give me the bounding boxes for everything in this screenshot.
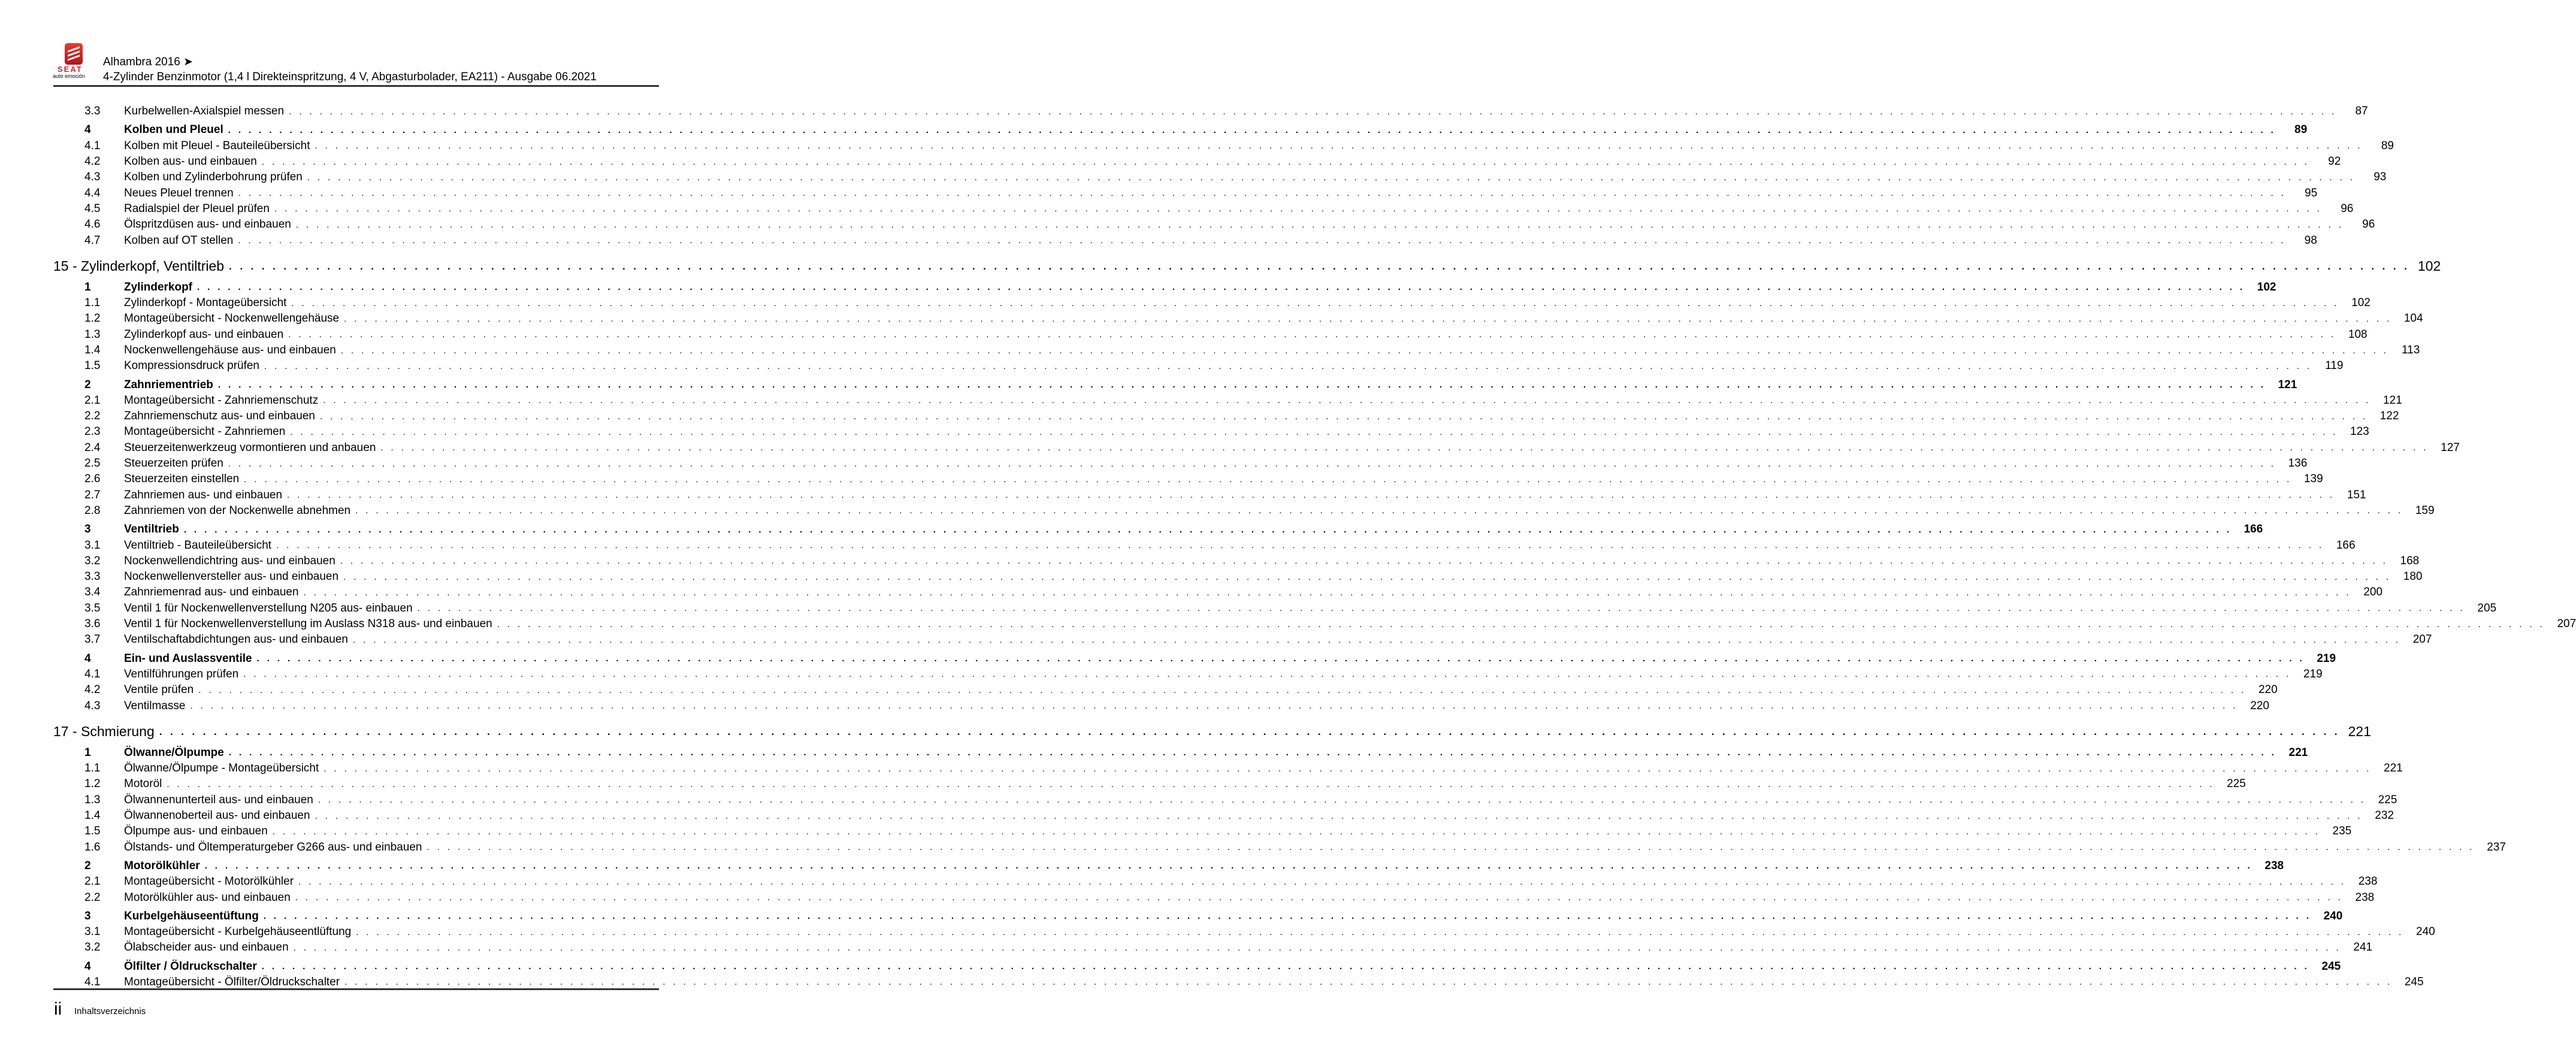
toc-number: 4.1 [84, 139, 101, 152]
toc-page: 225 [2227, 777, 2246, 791]
toc-title: Ein- und Auslassventile [124, 652, 252, 665]
toc-title: Steuerzeiten prüfen [124, 457, 223, 470]
toc-group[interactable] [53, 959, 2341, 975]
dot-leader: . . . . . . . . . . . . . . . . . . . . . . . . . . . . . . . . . . . . . . . . . . . . . . . . . . . . . . . . . . . . . . . . . . . . . . . . . . . . . . . . . . . . . . . . . . . . . . . . . . . . . . . . . . . . . . . . . . . . . . . . . . . . . . . . . . . . . . . . . . . . . . . . . . . . . . . . . . . . . . . . . . . . . . . . . . . . . . . . . . . . . . . . . . . . . . . . . . . . . . . . [318, 795, 2366, 806]
toc-title: Neues Pleuel trennen [124, 186, 234, 199]
toc-group[interactable] [53, 522, 2263, 537]
toc-page: 220 [2258, 683, 2278, 697]
toc-page: 93 [2374, 171, 2387, 184]
toc-title: Kurbelwellen-Axialspiel messen [124, 105, 285, 118]
toc-group[interactable] [53, 280, 2276, 295]
toc-title: Ölabscheider aus- und einbauen [124, 941, 289, 954]
toc-page: 240 [2323, 909, 2343, 922]
toc-page: 235 [2332, 825, 2352, 838]
logo-brand: SEAT [58, 65, 83, 74]
toc-item[interactable] [53, 104, 2368, 119]
dot-leader: . . . . . . . . . . . . . . . . . . . . . . . . . . . . . . . . . . . . . . . . . . . . . . . . . . . . . . . . . . . . . . . . . . . . . . . . . . . . . . . . . . . . . . . . . . . . . . . . . . . . . . . . . . . . . . . . . . . . . . . . . . . . . . . . . . . . . . . . . . . . . . . . . . . . . . . . . . . . . . . . . . . . . . . . . . . . . . . . . . . . . . . . . . . . . . . . . . . . . . . . [274, 204, 2323, 214]
toc-item[interactable] [53, 698, 2269, 713]
seat-badge-icon [65, 43, 83, 65]
dot-leader: . . . . . . . . . . . . . . . . . . . . . . . . . . . . . . . . . . . . . . . . . . . . . . . . . . . . . . . . . . . . . . . . . . . . . . . . . . . . . . . . . . . . . . . . . . . . . . . . . . . . . . . . . . . . . . . . . . . . . . . . . . . . . . . . . . . . . . . . . . . . . . . . . . . . . . . . . . . . . . . . . . . . . . . . . . . . . . . . . . . . . . . . . . . . . . . . . . . . . . . . [307, 172, 2356, 183]
dot-leader: . . . . . . . . . . . . . . . . . . . . . . . . . . . . . . . . . . . . . . . . . . . . . . . . . . . . . . . . . . . . . . . . . . . . . . . . . . . . . . . . . . . . . . . . . . . . . . . . . . . . . . . . . . . . . . . . . . . . . . . . . . . . . . . . . . . . . . . . . . . . . . . . . . . . . . . . . . . . . . . . . . . . . . . . . . . . . . . . . . . . . . . . . . . . . . . . . . . . . . . . [276, 540, 2324, 551]
toc-number: 3.5 [84, 601, 101, 615]
toc-number: 1.2 [84, 312, 101, 325]
dot-leader: . . . . . . . . . . . . . . . . . . . . . . . . . . . . . . . . . . . . . . . . . . . . . . . . . . . . . . . . . . . . . . . . . . . . . . . . . . . . . . . . . . . . . . . . . . . . . . . . . . . . . . . . . . . . . . . . . . . . . . . . . . . . . . . . . . . . . . . . . . . . . . . . . . . . . . . . . . . . . . . . . . . . . . . . . . . . . . . . . . . . . . . . . . . . . . . . . . . . . . . . [380, 443, 2429, 453]
toc-title: Montageübersicht - Ölfilter/Öldruckschalter [124, 975, 340, 988]
toc-number: 2.4 [84, 441, 101, 454]
toc-item[interactable] [53, 217, 2375, 232]
toc-number: 4 [84, 652, 91, 665]
dot-leader: . . . . . . . . . . . . . . . . . . . . . . . . . . . . . . . . . . . . . . . . . . . . . . . . . . . . . . . . . . . . . . . . . . . . . . . . . . . . . . . . . . . . . . . . . . . . . . . . . . . . . . . . . . . . . . . . . . . . . . . . . . . . . . . . . . . . . . . . . . . . . . . . . . . . . . . . . . . . . . . . . . . . . . . . . . . . . . . . . . . . . . . . . . . . . . . . . . . . . . . . [355, 506, 2403, 516]
toc-item[interactable] [53, 824, 2352, 839]
toc-title: Ölstands- und Öltemperaturgeber G266 aus- und einbauen [124, 840, 422, 854]
toc-item[interactable] [53, 924, 2435, 940]
toc-page: 102 [2351, 296, 2371, 310]
toc-title: 17 - Schmierung [53, 724, 155, 740]
toc-number: 1.3 [84, 793, 101, 806]
dot-leader: . . . . . . . . . . . . . . . . . . . . . . . . . . . . . . . . . . . . . . . . . . . . . . . . . . . . . . . . . . . . . . . . . . . . . . . . . . . . . . . . . . . . . . . . . . . . . . . . . . . . . . . . . . . . . . . . . . . . . . . . . . . . . . . . . . . . . . . . . . . . . . . . . . . . . . . . . . . . . . . . . . . . . . . . . . . . . . . . . . . . . . . . . . . . . . . . . . . . . . . . [228, 748, 2277, 758]
toc-page: 122 [2380, 410, 2399, 423]
toc-number: 4.1 [84, 667, 101, 680]
toc-title: Montageübersicht - Nockenwellengehäuse [124, 312, 340, 325]
toc-title: Zylinderkopf aus- und einbauen [124, 328, 284, 341]
toc-item[interactable] [53, 503, 2435, 519]
toc-number: 2.5 [84, 457, 101, 470]
toc-title: Kompressionsdruck prüfen [124, 359, 259, 373]
toc-group[interactable] [53, 858, 2284, 874]
toc-item[interactable] [53, 776, 2246, 792]
dot-leader: . . . . . . . . . . . . . . . . . . . . . . . . . . . . . . . . . . . . . . . . . . . . . . . . . . . . . . . . . . . . . . . . . . . . . . . . . . . . . . . . . . . . . . . . . . . . . . . . . . . . . . . . . . . . . . . . . . . . . . . . . . . . . . . . . . . . . . . . . . . . . . . . . . . . . . . . . . . . . . . . . . . . . . . . . . . . . . . . . . . . . . . . . . . . . . . . . . . . . . . . [256, 653, 2305, 664]
toc-number: 4.7 [84, 234, 101, 247]
toc-number: 2.8 [84, 504, 101, 517]
toc-page: 238 [2358, 875, 2378, 888]
toc-title: Zahnriemenrad aus- und einbauen [124, 586, 299, 599]
toc-title: Nockenwellendichtring aus- und einbauen [124, 554, 335, 567]
footer-section: Inhaltsverzeichnis [74, 1006, 146, 1016]
toc-item[interactable] [53, 424, 2369, 440]
toc-item[interactable] [53, 201, 2354, 217]
toc-title: Ventilführungen prüfen [124, 667, 239, 680]
toc-number: 1 [84, 746, 91, 759]
toc-number: 3.2 [84, 941, 101, 954]
dot-leader: . . . . . . . . . . . . . . . . . . . . . . . . . . . . . . . . . . . . . . . . . . . . . . . . . . . . . . . . . . . . . . . . . . . . . . . . . . . . . . . . . . . . . . . . . . . . . . . . . . . . . . . . . . . . . . . . . . . . . . . . . . . . . . . . . . . . . . . . . . . . . . . . . . . . . . . . . . . . . . . . . . . . . . . . . . . . . . . . . . . . . . . . . . . . . . . . . . . . . . . . [356, 927, 2404, 937]
toc-title: Zahnriementrieb [124, 378, 213, 391]
toc-page: 166 [2244, 523, 2263, 536]
toc-page: 221 [2384, 762, 2403, 775]
toc-number: 2.2 [84, 410, 101, 423]
toc-title: Ventile prüfen [124, 683, 194, 697]
toc-title: Montageübersicht - Motorölkühler [124, 875, 294, 888]
toc-number: 1.3 [84, 328, 101, 341]
toc-item[interactable] [53, 632, 2432, 647]
seat-logo [53, 43, 96, 79]
toc-title: Zahnriemen aus- und einbauen [124, 488, 283, 501]
toc-number: 1.4 [84, 809, 101, 822]
dot-leader: . . . . . . . . . . . . . . . . . . . . . . . . . . . . . . . . . . . . . . . . . . . . . . . . . . . . . . . . . . . . . . . . . . . . . . . . . . . . . . . . . . . . . . . . . . . . . . . . . . . . . . . . . . . . . . . . . . . . . . . . . . . . . . . . . . . . . . . . . . . . . . . . . . . . . . . . . . . . . . . . . . . . . . . . . . . . . . . . . . . . . . . . . . . . . . . . . . . . . . . . [291, 298, 2339, 308]
toc-page: 168 [2400, 554, 2420, 567]
toc-page: 225 [2378, 793, 2397, 806]
toc-title: Kolben mit Pleuel - Bauteileübersicht [124, 139, 310, 152]
toc-page: 102 [2417, 258, 2441, 274]
toc-number: 2.6 [84, 473, 101, 486]
dot-leader: . . . . . . . . . . . . . . . . . . . . . . . . . . . . . . . . . . . . . . . . . . . . . . . . . . . . . . . . . . . . . . . . . . . . . . . . . . . . . . . . . . . . . . . . . . . . . . . . . . . . . . . . . . . . . . . . . . . . . . . . . . . . . . . . . . . . . . . . . . . . . . . . . . . . . . . . . . . . . . . . . . . . . . . . . . . . . . . . . . . . . . . . . . . . . . . . . . . . . . . . [244, 474, 2292, 485]
toc-page: 166 [2336, 538, 2356, 552]
dot-leader: . . . . . . . . . . . . . . . . . . . . . . . . . . . . . . . . . . . . . . . . . . . . . . . . . . . . . . . . . . . . . . . . . . . . . . . . . . . . . . . . . . . . . . . . . . . . . . . . . . . . . . . . . . . . . . . . . . . . . . . . . . . . . . . . . . . . . . . . . . . . . . . . . . . . . . . . . . . . . . . . . . . . . . . . . . . . . . . . . . . . . . . . . . . . . . . . . . . . . . . . [344, 977, 2393, 988]
toc-page: 238 [2355, 891, 2375, 904]
toc-item[interactable] [53, 343, 2420, 358]
toc-page: 221 [2348, 724, 2371, 740]
toc-group[interactable] [53, 377, 2297, 392]
toc-number: 1.4 [84, 344, 101, 356]
header-model: Alhambra 2016 ➤ [103, 56, 193, 68]
dot-leader: . . . . . . . . . . . . . . . . . . . . . . . . . . . . . . . . . . . . . . . . . . . . . . . . . . . . . . . . . . . . . . . . . . . . . . . . . . . . . . . . . . . . . . . . . . . . . . . . . . . . . . . . . . . . . . . . . . . . . . . . . . . . . . . . . . . . . . . . . . . . . . . . . . . . . . . . . . . . . . . . . . . . . . . . . . . . . . . . . . . . . . . . . . . . . . . . . . . . . . . . [243, 669, 2291, 680]
dot-leader: . . . . . . . . . . . . . . . . . . . . . . . . . . . . . . . . . . . . . . . . . . . . . . . . . . . . . . . . . . . . . . . . . . . . . . . . . . . . . . . . . . . . . . . . . . . . . . . . . . . . . . . . . . . . . . . . . . . . . . . . . . . . . . . . . . . . . . . . . . . . . . . . . . . . . . . . . . . . . . . . . . . . . . . . . . . . . . . . . . . . . . . . . . . . . . . . . . . . . . . . [293, 942, 2342, 953]
dot-leader: . . . . . . . . . . . . . . . . . . . . . . . . . . . . . . . . . . . . . . . . . . . . . . . . . . . . . . . . . . . . . . . . . . . . . . . . . . . . . . . . . . . . . . . . . . . . . . . . . . . . . . . . . . . . . . . . . . . . . . . . . . . . . . . . . . . . . . . . . . . . . . . . . . . . . . . . . . . . . . . . . . . . . . . . . . . . . . . . . . . . . . . . . . . . . . . . . . . . . . . . [287, 490, 2335, 501]
toc-number: 4.3 [84, 171, 101, 184]
toc-page: 207 [2557, 618, 2576, 631]
toc-item[interactable] [53, 440, 2460, 456]
dot-leader: . . . . . . . . . . . . . . . . . . . . . . . . . . . . . . . . . . . . . . . . . . . . . . . . . . . . . . . . . . . . . . . . . . . . . . . . . . . . . . . . . . . . . . . . . . . . . . . . . . . . . . . . . . . . . . . . . . . . . . . . . . . . . . . . . . . . . . . . . . . . . . . . . . . . . . . . . . . . . . . . . . . . . . . . . . . . . . . . . . . . . . . . . . . . . . . . . . . . . . . . [290, 426, 2338, 437]
toc-page: 98 [2304, 234, 2317, 247]
toc-page: 102 [2257, 280, 2276, 293]
toc-page: 139 [2303, 473, 2323, 486]
toc-item[interactable] [53, 889, 2375, 905]
toc-item[interactable] [53, 456, 2308, 471]
toc-title: Kolben auf OT stellen [124, 234, 234, 247]
toc-page: 108 [2348, 328, 2368, 341]
toc-item[interactable] [53, 471, 2323, 487]
toc-chapter[interactable] [53, 253, 2441, 280]
header-subtitle: 4-Zylinder Benzinmotor (1,4 l Direkteinspritzung, 4 V, Abgasturbolader, EA211) - Ausgabe 06.2021 [103, 71, 597, 83]
toc-item[interactable] [53, 601, 2497, 616]
toc-number: 3.1 [84, 538, 101, 552]
dot-leader: . . . . . . . . . . . . . . . . . . . . . . . . . . . . . . . . . . . . . . . . . . . . . . . . . . . . . . . . . . . . . . . . . . . . . . . . . . . . . . . . . . . . . . . . . . . . . . . . . . . . . . . . . . . . . . . . . . . . . . . . . . . . . . . . . . . . . . . . . . . . . . . . . . . . . . . . . . . . . . . . . . . . . . . . . . . . . . . . . . . . . . . . . . . . . . . . . . . . . . . . [261, 961, 2310, 972]
toc-title: Ventil 1 für Nockenwellenverstellung N205 aus- einbauen [124, 601, 413, 615]
header-rule [53, 85, 659, 87]
toc-item[interactable] [53, 488, 2366, 503]
toc-title: Ventilschaftabdichtungen aus- und einbauen [124, 633, 348, 646]
toc-number: 3.4 [84, 586, 101, 599]
toc-item[interactable] [53, 585, 2383, 600]
toc-item[interactable] [53, 569, 2423, 585]
toc-number: 3.2 [84, 554, 101, 567]
toc-page: 119 [2325, 359, 2344, 373]
toc-item[interactable] [53, 940, 2373, 955]
toc-page: 238 [2264, 859, 2284, 872]
toc-item[interactable] [53, 808, 2394, 824]
toc-title: Zahnriemenschutz aus- und einbauen [124, 410, 315, 423]
dot-leader: . . . . . . . . . . . . . . . . . . . . . . . . . . . . . . . . . . . . . . . . . . . . . . . . . . . . . . . . . . . . . . . . . . . . . . . . . . . . . . . . . . . . . . . . . . . . . . . . . . . . . . . . . . . . . . . . . . . . . . . . . . . . . . . . . . . . . . . . . . . . . . . . . . . . . . . . . . . . . . . . . . . . . . . . . . . . . . . . . . . . . . . . . . . . . . . . . . . . . . . . [190, 701, 2238, 712]
toc-number: 4.2 [84, 155, 101, 168]
toc-title: Ölwanne/Ölpumpe - Montageübersicht [124, 762, 319, 775]
toc-title: Kolben und Pleuel [124, 123, 223, 137]
toc-page: 89 [2381, 139, 2394, 152]
toc-title: Zahnriemen von der Nockenwelle abnehmen [124, 504, 351, 517]
toc-title: Kolben aus- und einbauen [124, 155, 257, 168]
toc-number: 4.3 [84, 699, 101, 712]
toc-page: 241 [2353, 941, 2373, 954]
toc-title: Ventilmasse [124, 699, 186, 712]
toc-title: Motoröl [124, 777, 162, 791]
toc-number: 4 [84, 960, 91, 973]
toc-title: Ventiltrieb - Bauteileübersicht [124, 538, 272, 552]
toc-number: 1.5 [84, 825, 101, 838]
toc-number: 3.1 [84, 925, 101, 939]
toc-item[interactable] [53, 682, 2278, 698]
toc-number: 2 [84, 378, 91, 391]
toc-number: 2 [84, 859, 91, 872]
toc-number: 1.6 [84, 840, 101, 854]
toc-title: Nockenwellengehäuse aus- und einbauen [124, 344, 336, 356]
dot-leader: . . . . . . . . . . . . . . . . . . . . . . . . . . . . . . . . . . . . . . . . . . . . . . . . . . . . . . . . . . . . . . . . . . . . . . . . . . . . . . . . . . . . . . . . . . . . . . . . . . . . . . . . . . . . . . . . . . . . . . . . . . . . . . . . . . . . . . . . . . . . . . . . . . . . . . . . . . . . . . . . . . . . . . . . . . . . . . . . . . . . . . . . . . . . . . . . . . . . . . . . [497, 619, 2545, 630]
dot-leader: . . . . . . . . . . . . . . . . . . . . . . . . . . . . . . . . . . . . . . . . . . . . . . . . . . . . . . . . . . . . . . . . . . . . . . . . . . . . . . . . . . . . . . . . . . . . . . . . . . . . . . . . . . . . . . . . . . . . . . . . . . . . . . . . . . . . . . . . . . . . . . . . . . . . . . . . . . . . . . . . . . . . . . . . . . . . . . . . . . . . . . . . . . . . . . . . . . . . . . . . [315, 810, 2363, 821]
toc-title: Kolben und Zylinderbohrung prüfen [124, 171, 303, 184]
toc-title: Montageübersicht - Zahnriemen [124, 425, 286, 438]
toc-title: Kurbelgehäuseentüftung [124, 909, 259, 922]
toc-page: 220 [2250, 699, 2269, 712]
dot-leader: . . . . . . . . . . . . . . . . . . . . . . . . . . . . . . . . . . . . . . . . . . . . . . . . . . . . . . . . . . . . . . . . . . . . . . . . . . . . . . . . . . . . . . . . . . . . . . . . . . . . . . . . . . . . . . . . . . . . . . . . . . . . . . . . . . . . . . . . . . . . . . . . . . . . . . . . . . . . . . . . . . . . . . . . . . . . . . . . . . . . . . . . . . . . . . . . . . . . . . . . [238, 188, 2287, 199]
toc-title: Motorölkühler [124, 859, 200, 872]
dot-leader: . . . . . . . . . . . . . . . . . . . . . . . . . . . . . . . . . . . . . . . . . . . . . . . . . . . . . . . . . . . . . . . . . . . . . . . . . . . . . . . . . . . . . . . . . . . . . . . . . . . . . . . . . . . . . . . . . . . . . . . . . . . . . . . . . . . . . . . . . . . . . . . . . . . . . . . . . . . . . . . . . . . . . . . . . . . . . . . . . . . . . . . . . . . . . . . . . . . . . . . . [263, 911, 2312, 922]
dot-leader: . . . . . . . . . . . . . . . . . . . . . . . . . . . . . . . . . . . . . . . . . . . . . . . . . . . . . . . . . . . . . . . . . . . . . . . . . . . . . . . . . . . . . . . . . . . . . . . . . . . . . . . . . . . . . . . . . . . . . . . . . . . . . . . . . . . . . . . . . . . . . . . . . . . . . . . . . . . . . . . . . . . . . . . . . . . . . . . . . . . . . . . . . . . . . . . . . . . . . . . . [427, 842, 2475, 853]
dot-leader: . . . . . . . . . . . . . . . . . . . . . . . . . . . . . . . . . . . . . . . . . . . . . . . . . . . . . . . . . . . . . . . . . . . . . . . . . . . . . . . . . . . . . . . . . . . . . . . . . . . . . . . . . . . . . . . . . . . . . . . . . . . . . . . . . . . . . . . . . . . . . . . . . . . . . . . . . . . . . . . . . . . . . . . . . . . . . . . . . . . . . . . . . . . . . . . . . . . . . . . . [340, 345, 2389, 356]
toc-title: Ventil 1 für Nockenwellenverstellung im Auslass N318 aus- und einbauen [124, 618, 492, 631]
toc-number: 3.7 [84, 633, 101, 646]
toc-number: 1.2 [84, 777, 101, 791]
toc-item[interactable] [53, 170, 2387, 185]
footer-page-number: ii [54, 999, 62, 1019]
toc-page: 232 [2375, 809, 2394, 822]
toc-page: 207 [2412, 633, 2432, 646]
toc-page: 96 [2362, 218, 2375, 231]
toc-title: Zylinderkopf [124, 280, 193, 293]
toc-title: Ölwanne/Ölpumpe [124, 746, 224, 759]
dot-leader: . . . . . . . . . . . . . . . . . . . . . . . . . . . . . . . . . . . . . . . . . . . . . . . . . . . . . . . . . . . . . . . . . . . . . . . . . . . . . . . . . . . . . . . . . . . . . . . . . . . . . . . . . . . . . . . . . . . . . . . . . . . . . . . . . . . . . . . . . . . . . . . . . . . . . . . . . . . . . . . . . . . . . . . . . . . . . . . . . . . . . . . . . . . . . . . . . . . . . . . . [204, 861, 2253, 872]
toc-title: Radialspiel der Pleuel prüfen [124, 202, 270, 215]
toc-item[interactable] [53, 616, 2576, 632]
dot-leader: . . . . . . . . . . . . . . . . . . . . . . . . . . . . . . . . . . . . . . . . . . . . . . . . . . . . . . . . . . . . . . . . . . . . . . . . . . . . . . . . . . . . . . . . . . . . . . . . . . . . . . . . . . . . . . . . . . . . . . . . . . . . . . . . . . . . . . . . . . . . . . . . . . . . . . . . . . . . . . . . . . . . . . . . . . . . . . . . . . . . . . . . . . . . . . . . . . . . . . . . [167, 779, 2215, 789]
toc-page: 123 [2350, 425, 2369, 438]
toc-number: 2.1 [84, 394, 101, 407]
toc-page: 240 [2415, 925, 2435, 939]
toc-number: 4.2 [84, 683, 101, 697]
dot-leader: . . . . . . . . . . . . . . . . . . . . . . . . . . . . . . . . . . . . . . . . . . . . . . . . . . . . . . . . . . . . . . . . . . . . . . . . . . . . . . . . . . . . . . . . . . . . . . . . . . . . . . . . . . . . . . . . . . . . . . . . . . . . . . . . . . . . . . . . . . . . . . . . . . . . . . . . . . . . . . . . . . . . . . . . . . . . . . . . . . . . . . . . . . . . . . . . . . . . . . . . [315, 141, 2363, 152]
toc-number: 4.4 [84, 186, 101, 199]
toc-group[interactable] [53, 651, 2336, 667]
logo-slogan: auto emoción [53, 73, 86, 79]
toc-number: 3.3 [84, 570, 101, 583]
dot-leader: . . . . . . . . . . . . . . . . . . . . . . . . . . . . . . . . . . . . . . . . . . . . . . . . . . . . . . . . . . . . . . . . . . . . . . . . . . . . . . . . . . . . . . . . . . . . . . . . . . . . . . . . . . . . . . . . . . . . . . . . . . . . . . . . . . . . . . . . . . . . . . . . . . . . . . . . . . . . . . . . . . . . . . . . . . . . . . . . . . . . . . . . . . . . . . . . . . . . . . . . [261, 156, 2310, 167]
dot-leader: . . . . . . . . . . . . . . . . . . . . . . . . . . . . . . . . . . . . . . . . . . . . . . . . . . . . . . . . . . . . . . . . . . . . . . . . . . . . . . . . . . . . . . . . . . . . . . . . . . . . . . . . . . . . . . . . . . . . . . . . . . . . . . . . . . . . . . . . . . . . . . . . . . . . . . . . . . . . . . . . . . . . . . . . . . . . . . . . . . . . . . . . . . . . . . . . . . . . . . . . [323, 763, 2372, 774]
toc-item[interactable] [53, 154, 2341, 170]
toc-item[interactable] [53, 792, 2397, 808]
dot-leader: . . . . . . . . . . . . . . . . . . . . . . . . . . . . . . . . . . . . . . . . . . . . . . . . . . . . . . . . . . . . . . . . . . . . . . . . . . . . . . . . . . . . . . . . . . . . . . . . . . . . . . . . . . . . . . . . . . . . . . . . . . . . . . . . . . . . . . . . . . . . . . . . . . . . . . . . . . . . . . . . . . . . . . . . . . . . . . . . . . . . . . . . . . . . . . . . . . . . . . . . [159, 725, 2340, 737]
dot-leader: . . . . . . . . . . . . . . . . . . . . . . . . . . . . . . . . . . . . . . . . . . . . . . . . . . . . . . . . . . . . . . . . . . . . . . . . . . . . . . . . . . . . . . . . . . . . . . . . . . . . . . . . . . . . . . . . . . . . . . . . . . . . . . . . . . . . . . . . . . . . . . . . . . . . . . . . . . . . . . . . . . . . . . . . . . . . . . . . . . . . . . . . . . . . . . . . . . . . . . . . [417, 603, 2466, 614]
toc-page: 113 [2402, 344, 2420, 356]
toc-number: 1.1 [84, 296, 101, 310]
toc-number: 2.3 [84, 425, 101, 438]
toc-item[interactable] [53, 185, 2318, 201]
toc-title: Zylinderkopf - Montageübersicht [124, 296, 287, 310]
toc-group[interactable] [53, 122, 2308, 138]
toc-page: 219 [2303, 667, 2323, 680]
toc-title: Montageübersicht - Kurbelgehäuseentlüftung [124, 925, 352, 939]
toc-page: 219 [2317, 652, 2336, 665]
toc-page: 121 [2278, 378, 2297, 391]
toc-title: Ölwannenoberteil aus- und einbauen [124, 809, 310, 822]
toc-page: 245 [2321, 960, 2341, 973]
dot-leader: . . . . . . . . . . . . . . . . . . . . . . . . . . . . . . . . . . . . . . . . . . . . . . . . . . . . . . . . . . . . . . . . . . . . . . . . . . . . . . . . . . . . . . . . . . . . . . . . . . . . . . . . . . . . . . . . . . . . . . . . . . . . . . . . . . . . . . . . . . . . . . . . . . . . . . . . . . . . . . . . . . . . . . . . . . . . . . . . . . . . . . . . . . . . . . . . . . . . . . . . [238, 235, 2286, 246]
toc-item[interactable] [53, 408, 2399, 424]
toc-number: 3.3 [84, 105, 101, 118]
toc-title: Nockenwellenversteller aus- und einbauen [124, 570, 339, 583]
toc-number: 3 [84, 523, 91, 536]
toc-page: 127 [2441, 441, 2460, 454]
toc-number: 2.2 [84, 891, 101, 904]
dot-leader: . . . . . . . . . . . . . . . . . . . . . . . . . . . . . . . . . . . . . . . . . . . . . . . . . . . . . . . . . . . . . . . . . . . . . . . . . . . . . . . . . . . . . . . . . . . . . . . . . . . . . . . . . . . . . . . . . . . . . . . . . . . . . . . . . . . . . . . . . . . . . . . . . . . . . . . . . . . . . . . . . . . . . . . . . . . . . . . . . . . . . . . . . . . . . . . . . . . . . . . . [228, 458, 2276, 469]
toc-page: 200 [2363, 586, 2383, 599]
toc-number: 4.5 [84, 202, 101, 215]
toc-page: 205 [2477, 601, 2497, 615]
toc-item[interactable] [53, 295, 2371, 311]
toc-page: 96 [2341, 202, 2354, 215]
dot-leader: . . . . . . . . . . . . . . . . . . . . . . . . . . . . . . . . . . . . . . . . . . . . . . . . . . . . . . . . . . . . . . . . . . . . . . . . . . . . . . . . . . . . . . . . . . . . . . . . . . . . . . . . . . . . . . . . . . . . . . . . . . . . . . . . . . . . . . . . . . . . . . . . . . . . . . . . . . . . . . . . . . . . . . . . . . . . . . . . . . . . . . . . . . . . . . . . . . . . . . . . [319, 411, 2368, 422]
dot-leader: . . . . . . . . . . . . . . . . . . . . . . . . . . . . . . . . . . . . . . . . . . . . . . . . . . . . . . . . . . . . . . . . . . . . . . . . . . . . . . . . . . . . . . . . . . . . . . . . . . . . . . . . . . . . . . . . . . . . . . . . . . . . . . . . . . . . . . . . . . . . . . . . . . . . . . . . . . . . . . . . . . . . . . . . . . . . . . . . . . . . . . . . . . . . . . . . . . . . . . . . [272, 826, 2321, 837]
toc-number: 4.6 [84, 218, 101, 231]
dot-leader: . . . . . . . . . . . . . . . . . . . . . . . . . . . . . . . . . . . . . . . . . . . . . . . . . . . . . . . . . . . . . . . . . . . . . . . . . . . . . . . . . . . . . . . . . . . . . . . . . . . . . . . . . . . . . . . . . . . . . . . . . . . . . . . . . . . . . . . . . . . . . . . . . . . . . . . . . . . . . . . . . . . . . . . . . . . . . . . . . . . . . . . . . . . . . . . . . . . . . . . . [295, 219, 2344, 230]
dot-leader: . . . . . . . . . . . . . . . . . . . . . . . . . . . . . . . . . . . . . . . . . . . . . . . . . . . . . . . . . . . . . . . . . . . . . . . . . . . . . . . . . . . . . . . . . . . . . . . . . . . . . . . . . . . . . . . . . . . . . . . . . . . . . . . . . . . . . . . . . . . . . . . . . . . . . . . . . . . . . . . . . . . . . . . . . . . . . . . . . . . . . . . . . . . . . . . . . . . . . . . . [323, 395, 2371, 406]
toc-title: Steuerzeitenwerkzeug vormontieren und anbauen [124, 441, 376, 454]
dot-leader: . . . . . . . . . . . . . . . . . . . . . . . . . . . . . . . . . . . . . . . . . . . . . . . . . . . . . . . . . . . . . . . . . . . . . . . . . . . . . . . . . . . . . . . . . . . . . . . . . . . . . . . . . . . . . . . . . . . . . . . . . . . . . . . . . . . . . . . . . . . . . . . . . . . . . . . . . . . . . . . . . . . . . . . . . . . . . . . . . . . . . . . . . . . . . . . . . . . . . . . . [217, 380, 2266, 391]
toc-number: 2.7 [84, 488, 101, 501]
toc-item[interactable] [53, 138, 2394, 154]
toc-page: 159 [2415, 504, 2435, 517]
toc-item[interactable] [53, 327, 2368, 343]
toc-number: 2.1 [84, 875, 101, 888]
toc-page: 221 [2288, 746, 2308, 759]
toc-item[interactable] [53, 393, 2402, 408]
toc-item[interactable] [53, 874, 2378, 889]
dot-leader: . . . . . . . . . . . . . . . . . . . . . . . . . . . . . . . . . . . . . . . . . . . . . . . . . . . . . . . . . . . . . . . . . . . . . . . . . . . . . . . . . . . . . . . . . . . . . . . . . . . . . . . . . . . . . . . . . . . . . . . . . . . . . . . . . . . . . . . . . . . . . . . . . . . . . . . . . . . . . . . . . . . . . . . . . . . . . . . . . . . . . . . . . . . . . . . . . . . . . . . . [289, 106, 2337, 117]
dot-leader: . . . . . . . . . . . . . . . . . . . . . . . . . . . . . . . . . . . . . . . . . . . . . . . . . . . . . . . . . . . . . . . . . . . . . . . . . . . . . . . . . . . . . . . . . . . . . . . . . . . . . . . . . . . . . . . . . . . . . . . . . . . . . . . . . . . . . . . . . . . . . . . . . . . . . . . . . . . . . . . . . . . . . . . . . . . . . . . . . . . . . . . . . . . . . . . . . . . . . . . . [344, 313, 2392, 324]
dot-leader: . . . . . . . . . . . . . . . . . . . . . . . . . . . . . . . . . . . . . . . . . . . . . . . . . . . . . . . . . . . . . . . . . . . . . . . . . . . . . . . . . . . . . . . . . . . . . . . . . . . . . . . . . . . . . . . . . . . . . . . . . . . . . . . . . . . . . . . . . . . . . . . . . . . . . . . . . . . . . . . . . . . . . . . . . . . . . . . . . . . . . . . . . . . . . . . . . . . . . . . . [228, 125, 2276, 135]
toc-title: Steuerzeiten einstellen [124, 473, 240, 486]
toc-group[interactable] [53, 909, 2343, 924]
toc-page: 95 [2305, 186, 2318, 199]
toc-item[interactable] [53, 537, 2356, 553]
toc-number: 3 [84, 909, 91, 922]
toc-item[interactable] [53, 839, 2506, 855]
toc-number: 1.5 [84, 359, 101, 373]
toc-page: 87 [2355, 105, 2368, 118]
toc-page: 237 [2487, 840, 2506, 854]
toc-page: 180 [2403, 570, 2423, 583]
toc-item[interactable] [53, 358, 2344, 374]
dot-leader: . . . . . . . . . . . . . . . . . . . . . . . . . . . . . . . . . . . . . . . . . . . . . . . . . . . . . . . . . . . . . . . . . . . . . . . . . . . . . . . . . . . . . . . . . . . . . . . . . . . . . . . . . . . . . . . . . . . . . . . . . . . . . . . . . . . . . . . . . . . . . . . . . . . . . . . . . . . . . . . . . . . . . . . . . . . . . . . . . . . . . . . . . . . . . . . . . . . . . . . . [229, 260, 2410, 272]
toc-number: 4 [84, 123, 91, 137]
toc-number: 1 [84, 280, 91, 293]
toc-title: Ölfilter / Öldruckschalter [124, 960, 257, 973]
toc-item[interactable] [53, 761, 2403, 776]
toc-title: Motorölkühler aus- und einbauen [124, 891, 291, 904]
table-of-contents [53, 104, 2576, 990]
dot-leader: . . . . . . . . . . . . . . . . . . . . . . . . . . . . . . . . . . . . . . . . . . . . . . . . . . . . . . . . . . . . . . . . . . . . . . . . . . . . . . . . . . . . . . . . . . . . . . . . . . . . . . . . . . . . . . . . . . . . . . . . . . . . . . . . . . . . . . . . . . . . . . . . . . . . . . . . . . . . . . . . . . . . . . . . . . . . . . . . . . . . . . . . . . . . . . . . . . . . . . . . [352, 634, 2401, 645]
toc-title: Ölpumpe aus- und einbauen [124, 825, 268, 838]
toc-item[interactable] [53, 667, 2323, 682]
toc-title: Montageübersicht - Zahnriemenschutz [124, 394, 319, 407]
toc-item[interactable] [53, 553, 2420, 569]
toc-number: 3.6 [84, 618, 101, 631]
toc-page: 136 [2288, 457, 2308, 470]
dot-leader: . . . . . . . . . . . . . . . . . . . . . . . . . . . . . . . . . . . . . . . . . . . . . . . . . . . . . . . . . . . . . . . . . . . . . . . . . . . . . . . . . . . . . . . . . . . . . . . . . . . . . . . . . . . . . . . . . . . . . . . . . . . . . . . . . . . . . . . . . . . . . . . . . . . . . . . . . . . . . . . . . . . . . . . . . . . . . . . . . . . . . . . . . . . . . . . . . . . . . . . . [197, 282, 2245, 293]
toc-page: 245 [2404, 975, 2424, 988]
toc-item[interactable] [53, 311, 2423, 326]
dot-leader: . . . . . . . . . . . . . . . . . . . . . . . . . . . . . . . . . . . . . . . . . . . . . . . . . . . . . . . . . . . . . . . . . . . . . . . . . . . . . . . . . . . . . . . . . . . . . . . . . . . . . . . . . . . . . . . . . . . . . . . . . . . . . . . . . . . . . . . . . . . . . . . . . . . . . . . . . . . . . . . . . . . . . . . . . . . . . . . . . . . . . . . . . . . . . . . . . . . . . . . . [343, 571, 2391, 582]
toc-title: 15 - Zylinderkopf, Ventiltrieb [53, 258, 225, 274]
toc-title: Ventiltrieb [124, 523, 179, 536]
toc-group[interactable] [53, 745, 2308, 761]
toc-page: 92 [2328, 155, 2341, 168]
toc-page: 121 [2383, 394, 2402, 407]
toc-chapter[interactable] [53, 719, 2371, 745]
toc-title: Ölwannenunterteil aus- und einbauen [124, 793, 313, 806]
dot-leader: . . . . . . . . . . . . . . . . . . . . . . . . . . . . . . . . . . . . . . . . . . . . . . . . . . . . . . . . . . . . . . . . . . . . . . . . . . . . . . . . . . . . . . . . . . . . . . . . . . . . . . . . . . . . . . . . . . . . . . . . . . . . . . . . . . . . . . . . . . . . . . . . . . . . . . . . . . . . . . . . . . . . . . . . . . . . . . . . . . . . . . . . . . . . . . . . . . . . . . . . [264, 361, 2312, 371]
toc-number: 4.1 [84, 975, 101, 988]
toc-number: 1.1 [84, 762, 101, 775]
dot-leader: . . . . . . . . . . . . . . . . . . . . . . . . . . . . . . . . . . . . . . . . . . . . . . . . . . . . . . . . . . . . . . . . . . . . . . . . . . . . . . . . . . . . . . . . . . . . . . . . . . . . . . . . . . . . . . . . . . . . . . . . . . . . . . . . . . . . . . . . . . . . . . . . . . . . . . . . . . . . . . . . . . . . . . . . . . . . . . . . . . . . . . . . . . . . . . . . . . . . . . . . [298, 876, 2347, 887]
footer-rule [53, 988, 659, 990]
dot-leader: . . . . . . . . . . . . . . . . . . . . . . . . . . . . . . . . . . . . . . . . . . . . . . . . . . . . . . . . . . . . . . . . . . . . . . . . . . . . . . . . . . . . . . . . . . . . . . . . . . . . . . . . . . . . . . . . . . . . . . . . . . . . . . . . . . . . . . . . . . . . . . . . . . . . . . . . . . . . . . . . . . . . . . . . . . . . . . . . . . . . . . . . . . . . . . . . . . . . . . . . [198, 685, 2247, 695]
dot-leader: . . . . . . . . . . . . . . . . . . . . . . . . . . . . . . . . . . . . . . . . . . . . . . . . . . . . . . . . . . . . . . . . . . . . . . . . . . . . . . . . . . . . . . . . . . . . . . . . . . . . . . . . . . . . . . . . . . . . . . . . . . . . . . . . . . . . . . . . . . . . . . . . . . . . . . . . . . . . . . . . . . . . . . . . . . . . . . . . . . . . . . . . . . . . . . . . . . . . . . . . [288, 329, 2336, 340]
toc-title: Ölspritzdüsen aus- und einbauen [124, 218, 291, 231]
toc-item[interactable] [53, 232, 2317, 248]
toc-page: 104 [2403, 312, 2423, 325]
dot-leader: . . . . . . . . . . . . . . . . . . . . . . . . . . . . . . . . . . . . . . . . . . . . . . . . . . . . . . . . . . . . . . . . . . . . . . . . . . . . . . . . . . . . . . . . . . . . . . . . . . . . . . . . . . . . . . . . . . . . . . . . . . . . . . . . . . . . . . . . . . . . . . . . . . . . . . . . . . . . . . . . . . . . . . . . . . . . . . . . . . . . . . . . . . . . . . . . . . . . . . . . [183, 524, 2232, 535]
dot-leader: . . . . . . . . . . . . . . . . . . . . . . . . . . . . . . . . . . . . . . . . . . . . . . . . . . . . . . . . . . . . . . . . . . . . . . . . . . . . . . . . . . . . . . . . . . . . . . . . . . . . . . . . . . . . . . . . . . . . . . . . . . . . . . . . . . . . . . . . . . . . . . . . . . . . . . . . . . . . . . . . . . . . . . . . . . . . . . . . . . . . . . . . . . . . . . . . . . . . . . . . [295, 892, 2344, 903]
toc-page: 89 [2294, 123, 2308, 137]
dot-leader: . . . . . . . . . . . . . . . . . . . . . . . . . . . . . . . . . . . . . . . . . . . . . . . . . . . . . . . . . . . . . . . . . . . . . . . . . . . . . . . . . . . . . . . . . . . . . . . . . . . . . . . . . . . . . . . . . . . . . . . . . . . . . . . . . . . . . . . . . . . . . . . . . . . . . . . . . . . . . . . . . . . . . . . . . . . . . . . . . . . . . . . . . . . . . . . . . . . . . . . . [340, 556, 2388, 567]
toc-page: 151 [2347, 488, 2366, 501]
dot-leader: . . . . . . . . . . . . . . . . . . . . . . . . . . . . . . . . . . . . . . . . . . . . . . . . . . . . . . . . . . . . . . . . . . . . . . . . . . . . . . . . . . . . . . . . . . . . . . . . . . . . . . . . . . . . . . . . . . . . . . . . . . . . . . . . . . . . . . . . . . . . . . . . . . . . . . . . . . . . . . . . . . . . . . . . . . . . . . . . . . . . . . . . . . . . . . . . . . . . . . . . [303, 587, 2351, 598]
